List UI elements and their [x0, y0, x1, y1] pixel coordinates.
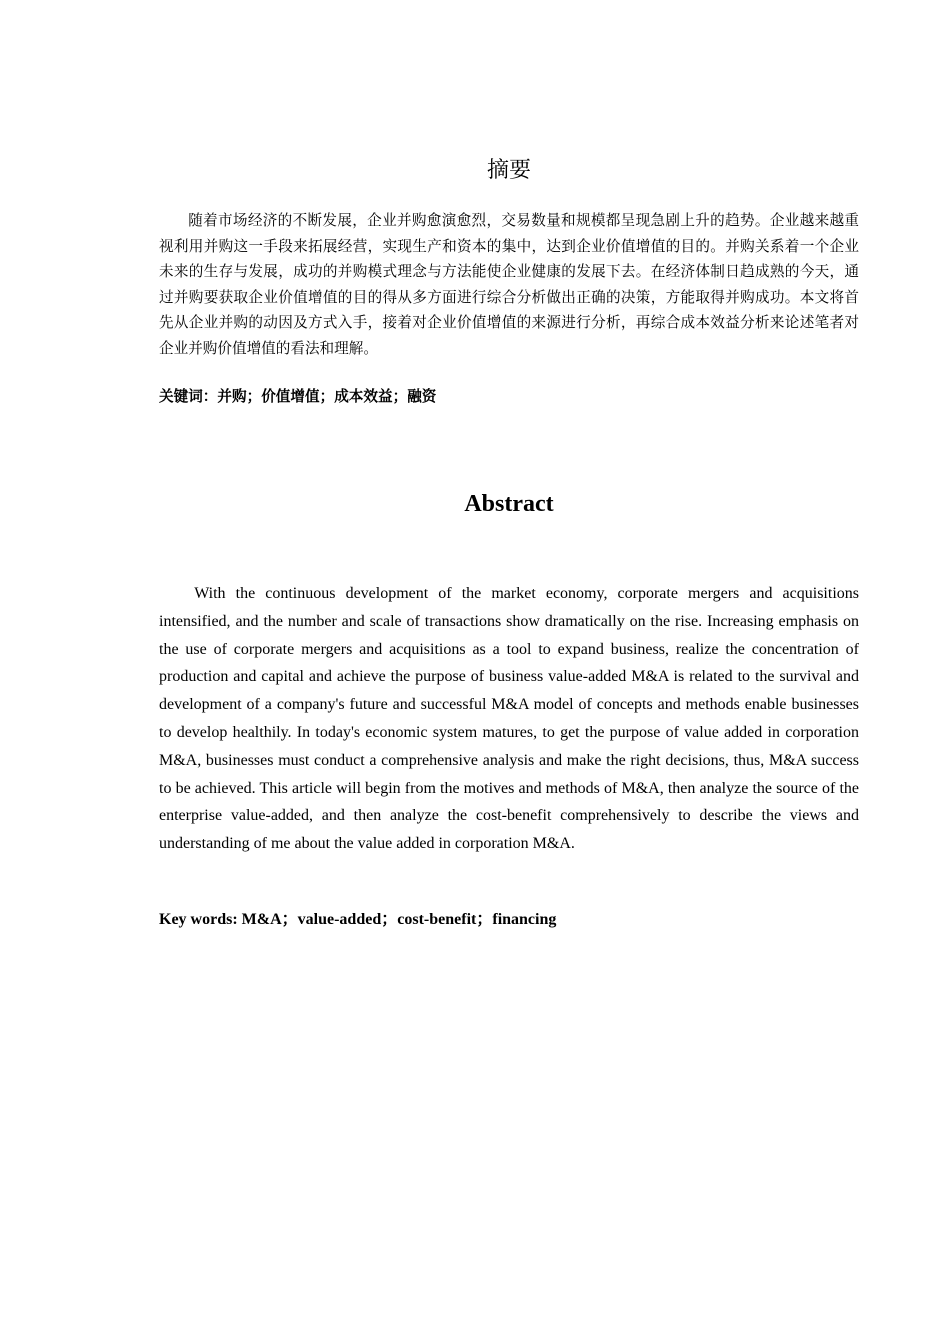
- english-keyword: cost-benefit: [397, 911, 477, 928]
- english-keywords-label: Key words:: [159, 911, 242, 928]
- chinese-keyword: 价值增值: [261, 388, 320, 405]
- keyword-separator: ；: [281, 909, 298, 928]
- keyword-separator: ；: [381, 909, 398, 928]
- english-abstract-body: With the continuous development of the market economy, corporate mergers and acquisitions intensified, and the number and scale of transactions show dramatically on the rise. Increasing emphasis on the use of corporate mergers and acquisitions as a tool to expand business, realize the concentration of production and capital and achieve the purpose of business value-added M&A is related to the survival and development of a company's future and successful M&A model of concepts and methods enable businesses to develop healthily. In today's economic system matures, to get the purpose of value added in corporation M&A, businesses must conduct a comprehensive analysis and make the right decisions, thus, M&A success to be achieved. This article will begin from the motives and methods of M&A, then analyze the source of the enterprise value-added, and then analyze the cost-benefit comprehensively to describe the views and understanding of me about the value added in corporation M&A.: [159, 585, 859, 853]
- chinese-abstract-title: 摘要: [486, 158, 531, 183]
- english-keyword: financing: [492, 911, 557, 928]
- keyword-separator: ；: [392, 388, 408, 405]
- chinese-keyword: 并购: [217, 388, 247, 405]
- chinese-keyword: 融资: [407, 388, 437, 405]
- chinese-abstract-body: 随着市场经济的不断发展，企业并购愈演愈烈，交易数量和规模都呈现急剧上升的趋势。企业越来越重视利用并购这一手段来拓展经营，实现生产和资本的集中，达到企业价值增值的目的。并购关系着一个企业未来的生存与发展，成功的并购模式理念与方法能使企业健康的发展下去。在经济体制日趋成熟的今天，通过并购要获取企业价值增值的目的得从多方面进行综合分析做出正确的决策，方能取得并购成功。本文将首先从企业并购的动因及方式入手，接着对企业价值增值的来源进行分析，再综合成本效益分析来论述笔者对企业并购价值增值的看法和理解。: [159, 212, 859, 357]
- chinese-keywords-label: 关键词：: [159, 388, 218, 405]
- english-keyword: M&A: [241, 911, 282, 928]
- chinese-keyword: 成本效益: [334, 388, 393, 405]
- keyword-separator: ；: [319, 388, 335, 405]
- keyword-separator: ；: [246, 388, 262, 405]
- english-keywords: [159, 906, 859, 933]
- keyword-separator: ；: [476, 909, 493, 928]
- english-keyword: value-added: [297, 911, 382, 928]
- chinese-keywords: [159, 385, 859, 409]
- english-abstract-title: Abstract: [464, 491, 554, 517]
